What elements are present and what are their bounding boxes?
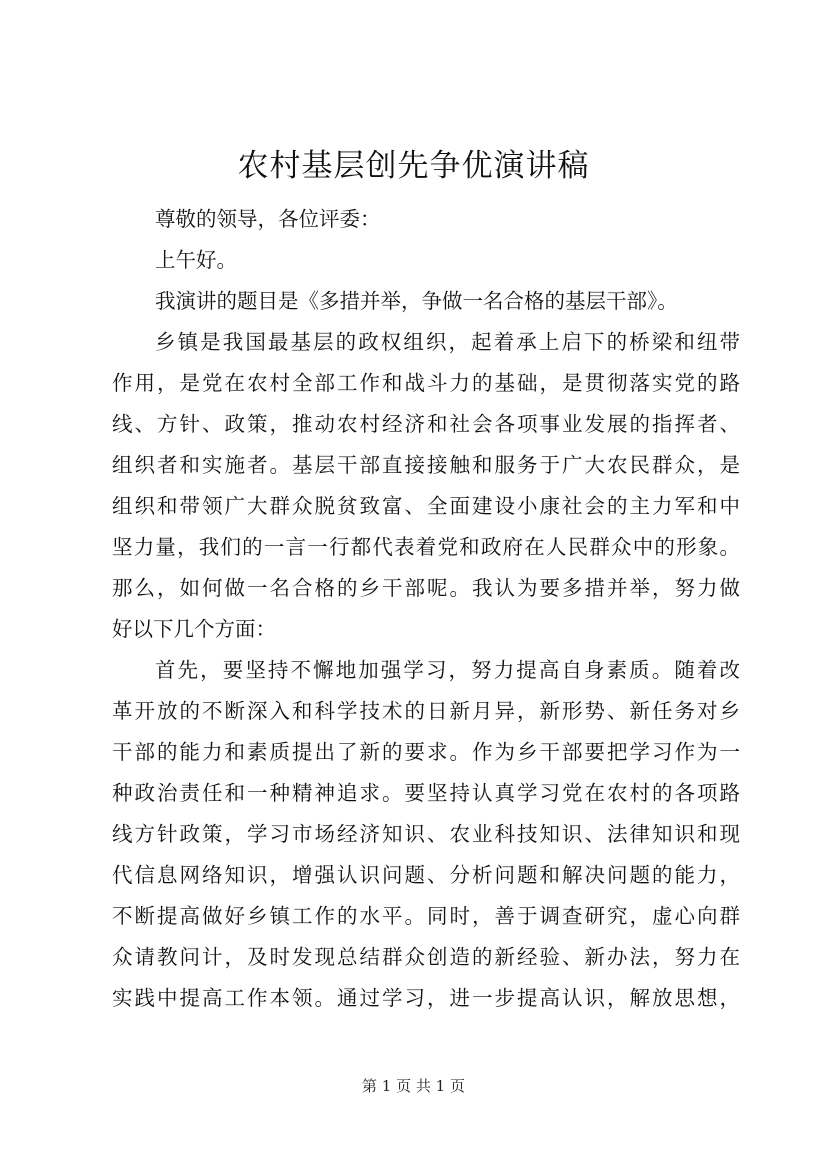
paragraph-line: 组织和带领广大群众脱贫致富、全面建设小康社会的主力军和中 — [112, 494, 740, 518]
paragraph-line: 种政治责任和一种精神追求。要坚持认真学习党在农村的各项路 — [112, 781, 740, 805]
greeting-line: 上午好。 — [155, 248, 237, 272]
paragraph-line: 实践中提高工作本领。通过学习，进一步提高认识，解放思想， — [112, 986, 740, 1010]
speech-body — [112, 199, 740, 1019]
page-footer: 第 1 页 共 1 页 — [362, 1077, 465, 1095]
paragraph-line: 首先，要坚持不懈地加强学习，努力提高自身素质。随着改 — [155, 658, 740, 682]
paragraph-line: 线、方针、政策，推动农村经济和社会各项事业发展的指挥者、 — [112, 412, 740, 436]
paragraph-line: 代信息网络知识，增强认识问题、分析问题和解决问题的能力， — [112, 863, 740, 887]
paragraph-line: 那么，如何做一名合格的乡干部呢。我认为要多措并举，努力做 — [112, 576, 740, 600]
paragraph-line: 干部的能力和素质提出了新的要求。作为乡干部要把学习作为一 — [112, 740, 740, 764]
paragraph-line: 线方针政策，学习市场经济知识、农业科技知识、法律知识和现 — [112, 822, 740, 846]
salutation-line: 尊敬的领导，各位评委： — [155, 207, 381, 231]
paragraph-line: 乡镇是我国最基层的政权组织，起着承上启下的桥梁和纽带 — [155, 330, 740, 354]
topic-line: 我演讲的题目是《多措并举，争做一名合格的基层干部》。 — [155, 289, 678, 313]
paragraph-line: 众请教问计，及时发现总结群众创造的新经验、新办法，努力在 — [112, 945, 740, 969]
paragraph-line: 革开放的不断深入和科学技术的日新月异，新形势、新任务对乡 — [112, 699, 740, 723]
paragraph-line: 不断提高做好乡镇工作的水平。同时，善于调查研究，虚心向群 — [112, 904, 740, 928]
paragraph-line: 作用，是党在农村全部工作和战斗力的基础，是贯彻落实党的路 — [112, 371, 740, 395]
paragraph-line: 好以下几个方面： — [112, 617, 276, 641]
page-title: 农村基层创先争优演讲稿 — [237, 148, 590, 184]
paragraph-line: 坚力量，我们的一言一行都代表着党和政府在人民群众中的形象。 — [112, 535, 740, 559]
paragraph-line: 组织者和实施者。基层干部直接接触和服务于广大农民群众，是 — [112, 453, 740, 477]
